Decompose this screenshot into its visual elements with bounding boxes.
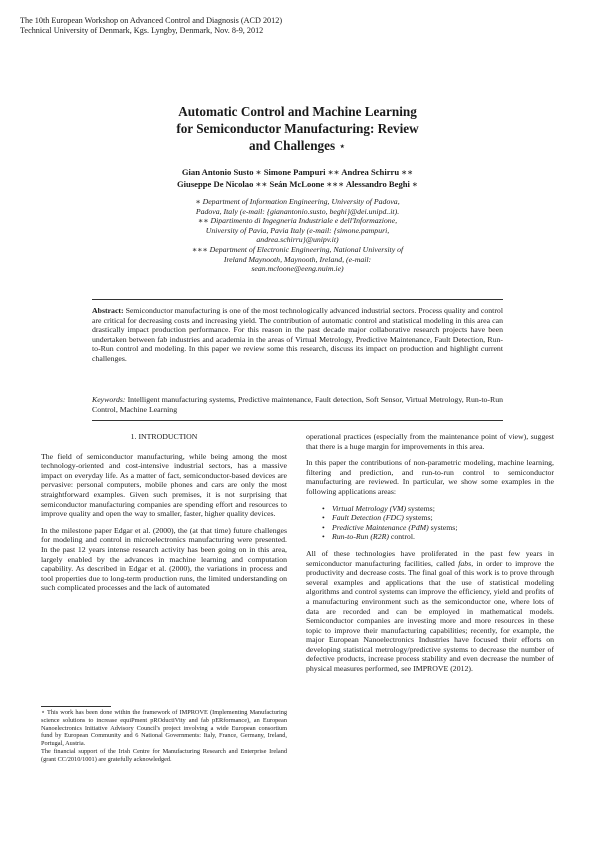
footnote-paragraph-2: The financial support of the Irish Centre for Manufacturing Research and Enterprise Ireland (grant CC/2010/1001) are gratefully acknowledged. — [41, 747, 287, 763]
list-item-term: Predictive Maintenance (PdM) — [332, 522, 429, 532]
affiliation-line: Ireland Maynooth, Maynooth, Ireland, (e-mail: — [223, 254, 372, 264]
authors-line-2: Giuseppe De Nicolao ∗∗ Seán McLoone ∗∗∗ Alessandro Beghi ∗ — [176, 179, 418, 189]
list-item-suffix: systems; — [406, 503, 435, 513]
paper-title — [0, 103, 595, 155]
section-heading-introduction: 1. INTRODUCTION — [130, 432, 198, 441]
fabs-term: fabs — [458, 558, 472, 568]
title-footnote-star: ⋆ — [338, 139, 346, 153]
affiliation-line: andrea.schirru}@unipv.it) — [256, 235, 339, 245]
authors-line-1: Gian Antonio Susto ∗ Simone Pampuri ∗∗ Andrea Schirru ∗∗ — [181, 167, 414, 177]
right-paragraph-3 — [306, 549, 554, 674]
right-paragraph-1: operational practices (especially from the maintenance point of view), suggest that there is a huge margin for improvements in this area. — [306, 432, 554, 451]
right-paragraph-2: In this paper the contributions of non-parametric modeling, machine learning, filtering and prediction, and run-to-run control to semiconductor manufacturing are reviewed. In particular, we show some examples in the following applications areas: — [306, 458, 554, 496]
bullet-icon: • — [322, 522, 325, 532]
abstract-label: Abstract: — [92, 306, 124, 315]
title-line-1: Automatic Control and Machine Learning — [178, 104, 417, 119]
header-line-2: Technical University of Denmark, Kgs. Lyngby, Denmark, Nov. 8-9, 2012 — [20, 26, 264, 36]
footnote-paragraph-1: ⋆ This work has been done within the framework of IMPROVE (Implementing Manufacturing science solutions to increase equiPment pROductiVity and fab pERformance), an European Nanoelectronics Initiative Advisory Council's project involving a wide European consortium fund by European Community and 6 National Governments: Italy, France, Germany, Ireland, Portugal, Austria. — [41, 709, 287, 748]
footnote — [41, 709, 287, 764]
abstract — [92, 306, 503, 364]
keywords — [92, 395, 503, 414]
affiliation-line: ∗∗∗ Department of Electronic Engineering, National University of — [191, 244, 404, 254]
bullet-icon: • — [322, 532, 325, 542]
abstract-top-rule — [92, 299, 503, 300]
list-item-term: Run-to-Run (R2R) — [332, 532, 389, 542]
right-column — [306, 432, 554, 681]
footnote-rule — [41, 706, 111, 707]
header-line-1: The 10th European Workshop on Advanced Control and Diagnosis (ACD 2012) — [20, 16, 283, 25]
list-item-suffix: systems; — [428, 522, 458, 532]
bullet-icon: • — [322, 503, 325, 513]
title-line-3 — [0, 137, 595, 155]
author-list — [0, 166, 595, 190]
title-line-3-text: and Challenges — [249, 138, 336, 153]
application-areas-list — [322, 504, 554, 542]
intro-paragraph-1: The field of semiconductor manufacturing, while being among the most technology-oriented and cost-intensive industrial sectors, has a massive impact on everyday life. As a matter of fact, semiconductor-based devices are pervasive: personal computers, mobile phones and cars are only the most straightforward examples. Given such premises, it is not surprising that semiconductor manufacturing companies are spending effort and resources to improve quality and open the way to smaller, faster, higher quality devices. — [41, 451, 287, 519]
title-line-2: for Semiconductor Manufacturing: Review — [176, 121, 419, 136]
conference-header — [20, 16, 282, 37]
keywords-text: Intelligent manufacturing systems, Predictive maintenance, Fault detection, Soft Sensor, Virtual Metrology, Run-to-Run Control, Machine Learning — [92, 395, 503, 414]
list-item — [322, 513, 554, 523]
affiliation-line: Padova, Italy (e-mail: {gianantonio.susto, beghi}@dei.unipd..it). — [195, 206, 400, 216]
list-item-suffix: systems; — [403, 513, 433, 523]
affiliation-line: ∗ Department of Information Engineering, University of Padova, — [195, 197, 400, 206]
right-paragraph-3-pre: All of these technologies have proliferated in the past few years in semiconductor manufacturing facilities, called — [306, 548, 554, 568]
left-column — [41, 432, 287, 600]
list-item-suffix: control. — [388, 532, 415, 542]
affiliation-line: ∗∗ Dipartimento di Ingegneria Industriale e dell'Informazione, — [197, 216, 398, 226]
keywords-label: Keywords: — [92, 395, 126, 404]
affiliations — [100, 197, 495, 274]
list-item-term: Virtual Metrology (VM) — [332, 503, 407, 513]
intro-paragraph-2: In the milestone paper Edgar et al. (2000), the (at that time) future challenges for modeling and control in microelectronics manufacturing were presented. In the past 12 years intense research activity has been going on in this area, largely enabled by the advances in machine learning and computation capability. As described in Edgar et al. (2000), the variations in process and tool properties due to long-term production runs, the limited understanding on such complicated processes and the lack of automated — [41, 525, 287, 593]
affiliation-line: University of Pavia, Pavia Italy (e-mail: {simone.pampuri, — [205, 225, 390, 235]
list-item — [322, 504, 554, 514]
list-item — [322, 523, 554, 533]
keywords-bottom-rule — [92, 420, 503, 421]
abstract-text: Semiconductor manufacturing is one of the most technologically advanced industrial sectors. Process quality and control are critical for decreasing costs and increasing yield. The contribution of automatic control and statistical modeling in this area can drastically impact production performance. For this reason in the past decade major collaborative research projects have been undertaken between fab industries and academia in the areas of Virtual Metrology, Predictive Maintenance, Fault Detection, Run-to-Run control and modeling. In this paper we review some this research, discuss its impact on production and highlight current challenges. — [92, 306, 504, 363]
affiliation-line: sean.mcloone@eeng.nuim.ie) — [251, 264, 344, 274]
right-paragraph-3-post: , in order to improve the productivity and decrease costs. The final goal of this work is to prove through several examples and applications that the use of statistical modeling algorithms and control systems can improve the efficiency, yield and profits of a manufacturing environment such as the semiconductor one, where lots of data are recorded and can be employed in mathematical models. Semiconductor companies are investing more and more resources in these topic to improve their manufacturing capabilities; recently, for example, the major European Nanoelectronics Industries have focused their efforts on developing statistical metrology/predictive systems to decrease the number of defective products, increase process stability and even decrease the number of physical measures performed, see IMPROVE (2012). — [306, 558, 554, 674]
list-item-term: Fault Detection (FDC) — [332, 513, 404, 523]
bullet-icon: • — [322, 513, 325, 523]
list-item — [322, 532, 554, 542]
